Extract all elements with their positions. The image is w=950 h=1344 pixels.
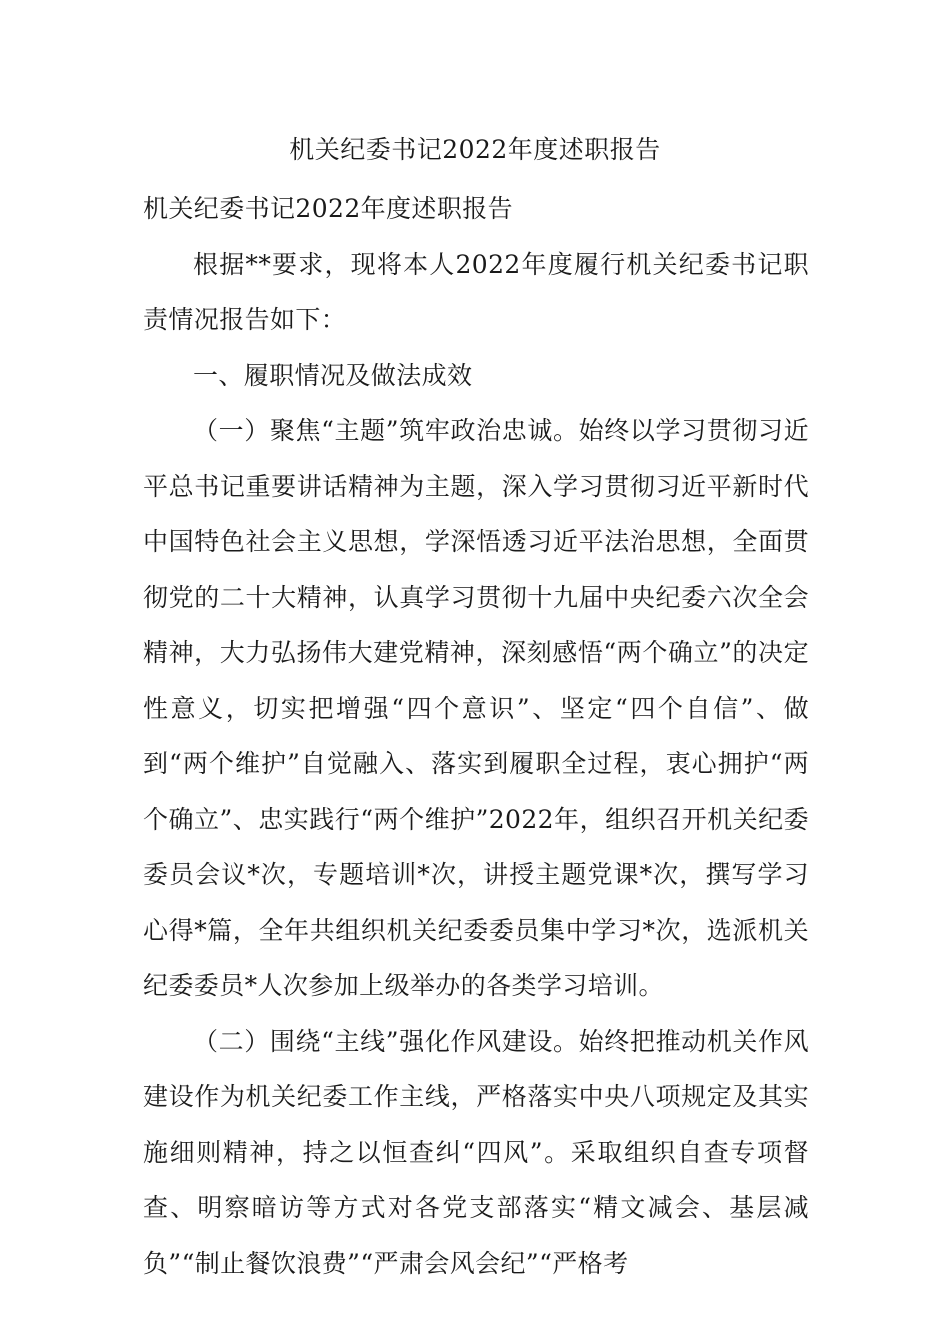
document-body: [143, 181, 809, 1291]
body-paragraph-1: （一）聚焦“主题”筑牢政治忠诚。始终以学习贯彻习近平总书记重要讲话精神为主题，深入学习贯彻习近平新时代中国特色社会主义思想，学深悟透习近平法治思想，全面贯彻党的二十大精神，认真学习贯彻十九届中央纪委六次全会精神，大力弘扬伟大建党精神，深刻感悟“两个确立”的决定性意义，切实把增强“四个意识”、坚定“四个自信”、做到“两个维护”自觉融入、落实到履职全过程，衷心拥护“两个确立”、忠实践行“两个维护”2022年，组织召开机关纪委委员会议*次，专题培训*次，讲授主题党课*次，撰写学习心得*篇，全年共组织机关纪委委员集中学习*次，选派机关纪委委员*人次参加上级举办的各类学习培训。: [143, 416, 809, 1000]
document-title: 机关纪委书记2022年度述职报告: [289, 135, 661, 164]
section-heading: 一、履职情况及做法成效: [193, 360, 473, 390]
intro-paragraph: 根据**要求，现将本人2022年度履行机关纪委书记职责情况报告如下：: [143, 249, 809, 334]
body-paragraph-2: （二）围绕“主线”强化作风建设。始终把推动机关作风建设作为机关纪委工作主线，严格落实中央八项规定及其实施细则精神，持之以恒查纠“四风”。采取组织自查专项督查、明察暗访等方式对各党支部落实“精文减会、基层减负”“制止餐饮浪费”“严肃会风会纪”“严格考: [143, 1026, 809, 1278]
subtitle-paragraph: 机关纪委书记2022年度述职报告: [143, 194, 514, 223]
